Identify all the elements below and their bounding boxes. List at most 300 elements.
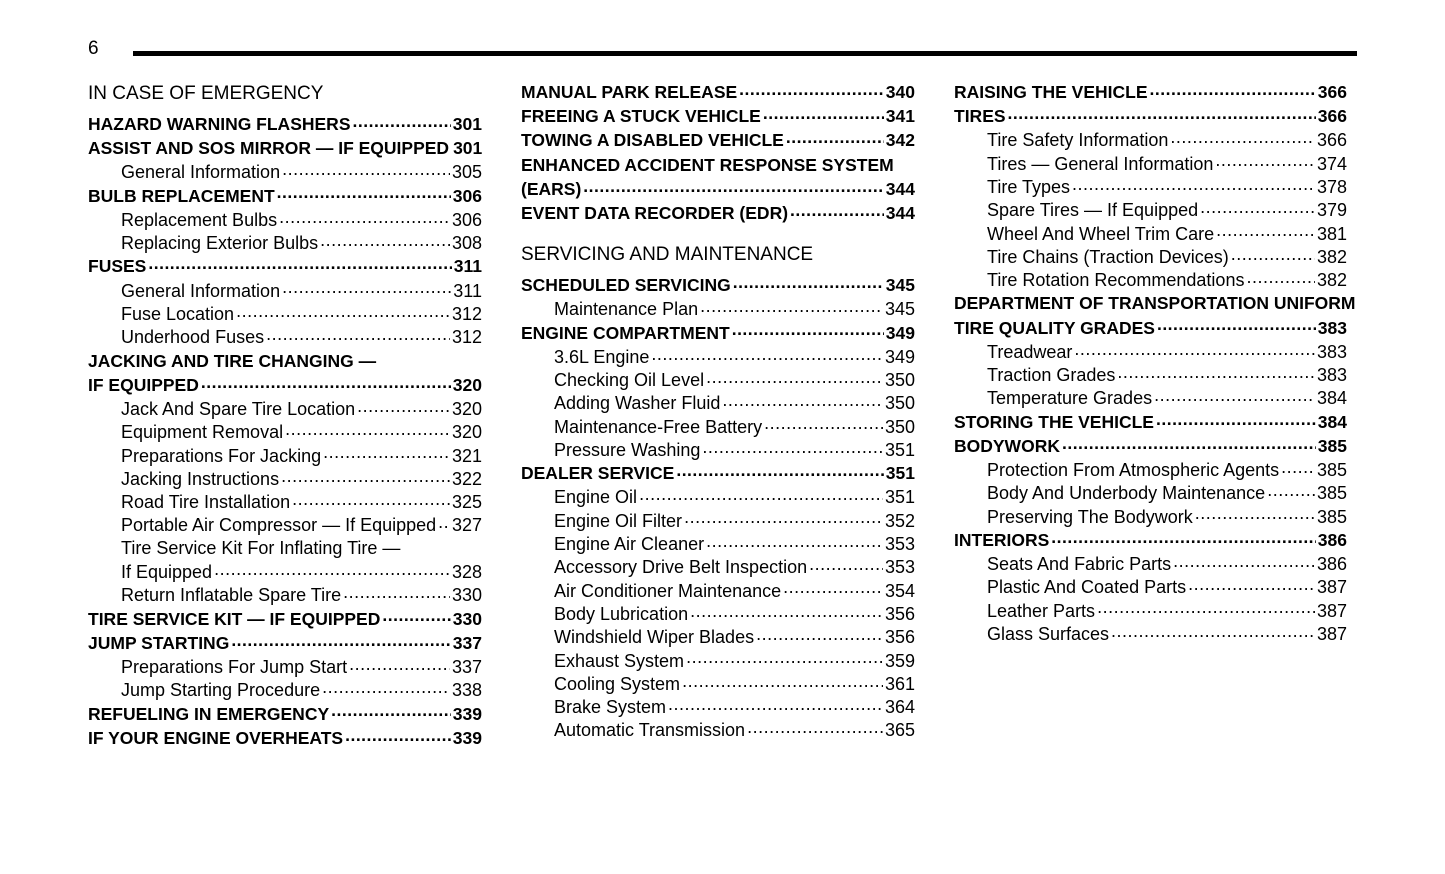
toc-entry-title: Road Tire Installation — [121, 492, 291, 513]
toc-entry-minor[interactable] — [954, 505, 1347, 528]
dot-leader — [1188, 575, 1315, 593]
toc-entry-page: 387 — [1316, 577, 1347, 598]
dot-leader — [639, 485, 883, 503]
toc-entry-page: 322 — [451, 468, 482, 489]
dot-leader — [706, 532, 883, 550]
toc-entry-title: Plastic And Coated Parts — [987, 577, 1187, 598]
toc-entry-page: 350 — [884, 393, 915, 414]
toc-entry-major[interactable] — [954, 104, 1347, 128]
toc-entry-minor[interactable] — [521, 602, 915, 625]
toc-entry-minor[interactable] — [954, 552, 1347, 575]
toc-entry-minor[interactable] — [521, 415, 915, 438]
toc-entry-minor[interactable] — [954, 481, 1347, 504]
toc-entry-page: 301 — [452, 114, 482, 134]
toc-entry-major[interactable] — [521, 104, 915, 128]
toc-entry-major[interactable] — [954, 316, 1347, 340]
toc-entry-page: 385 — [1317, 435, 1347, 456]
toc-entry-page: 349 — [885, 322, 915, 343]
toc-entries — [954, 80, 1356, 645]
toc-entry-major[interactable] — [521, 153, 915, 177]
toc-entry-minor[interactable] — [88, 513, 482, 536]
toc-entry-minor[interactable] — [521, 297, 915, 320]
toc-entry-page: 387 — [1316, 600, 1347, 621]
toc-entry-title: Return Inflatable Spare Tire — [121, 585, 342, 606]
toc-entry-major[interactable] — [88, 184, 482, 208]
toc-entry-minor[interactable] — [954, 152, 1347, 175]
toc-entry-page: 378 — [1316, 176, 1347, 197]
dot-leader — [266, 325, 450, 343]
toc-entry-minor[interactable] — [88, 208, 482, 231]
toc-entry-title: JUMP STARTING — [88, 632, 230, 653]
toc-entry-page: 330 — [452, 608, 482, 629]
toc-entry-major[interactable] — [88, 607, 482, 631]
toc-entry-minor[interactable] — [521, 368, 915, 391]
dot-leader — [201, 373, 451, 391]
toc-entry-page: 361 — [884, 673, 915, 694]
toc-entry-title: RAISING THE VEHICLE — [954, 82, 1148, 102]
toc-entry-page: 345 — [884, 299, 915, 320]
dot-leader — [357, 397, 450, 415]
toc-entry-title: IF YOUR ENGINE OVERHEATS — [88, 727, 344, 748]
toc-entry-minor[interactable] — [954, 128, 1347, 151]
toc-entry-major[interactable] — [88, 136, 482, 160]
toc-entry-title: Temperature Grades — [987, 388, 1153, 409]
toc-entry-title: Body And Underbody Maintenance — [987, 483, 1266, 504]
toc-entry-page: 366 — [1316, 130, 1347, 151]
toc-entry-title: Checking Oil Level — [554, 370, 705, 391]
dot-leader — [1157, 316, 1316, 334]
dot-leader — [214, 560, 450, 578]
toc-entry-minor[interactable] — [88, 397, 482, 420]
dot-leader — [651, 345, 883, 363]
dot-leader — [790, 201, 884, 219]
toc-entry-page: 340 — [885, 82, 915, 102]
toc-entry-minor[interactable] — [521, 345, 915, 368]
toc-entry-page: 342 — [885, 130, 915, 151]
toc-entry-page: 301 — [453, 138, 483, 159]
dot-leader — [345, 726, 451, 744]
toc-entry-minor[interactable] — [521, 625, 915, 648]
toc-entry-minor[interactable] — [88, 444, 482, 467]
toc-entry-page: 320 — [451, 422, 482, 443]
dot-leader — [1111, 622, 1315, 640]
toc-entry-major[interactable] — [954, 291, 1356, 315]
toc-entry-page: 351 — [884, 487, 915, 508]
dot-leader — [438, 513, 450, 531]
toc-entry-major[interactable] — [521, 201, 915, 225]
dot-leader — [282, 160, 450, 178]
toc-entry-minor[interactable] — [954, 575, 1347, 598]
toc-entry-page: 344 — [885, 202, 915, 223]
toc-entry-minor[interactable] — [521, 555, 915, 578]
toc-entry-page: 353 — [884, 557, 915, 578]
dot-leader — [686, 649, 883, 667]
toc-entry-title: Preserving The Bodywork — [987, 506, 1193, 527]
toc-entry-title: ENHANCED ACCIDENT RESPONSE SYSTEM — [521, 154, 894, 175]
toc-entry-major[interactable] — [521, 321, 915, 345]
toc-entry-title: Cooling System — [554, 673, 681, 694]
toc-entry-major[interactable] — [521, 128, 915, 152]
toc-entry-minor[interactable] — [88, 583, 482, 606]
toc-entry-minor[interactable] — [521, 391, 915, 414]
dot-leader — [1215, 152, 1315, 170]
toc-entry-page: 339 — [452, 727, 482, 748]
toc-entry-minor[interactable] — [521, 438, 915, 461]
toc-entry-title: Body Lubrication — [554, 603, 689, 624]
toc-entry-major[interactable] — [521, 177, 915, 201]
dot-leader — [1097, 599, 1315, 617]
toc-entry-page: 374 — [1316, 153, 1347, 174]
toc-entry-title: Portable Air Compressor — If Equipped — [121, 515, 437, 536]
dot-leader — [1173, 552, 1315, 570]
toc-entry-title: Tire Chains (Traction Devices) — [987, 246, 1229, 267]
dot-leader — [343, 583, 450, 601]
toc-entry-page: 311 — [453, 280, 482, 301]
toc-entry-page: 379 — [1316, 200, 1347, 221]
toc-entry-title: Traction Grades — [987, 365, 1116, 386]
toc-column-2 — [521, 80, 915, 742]
toc-entry-page: 306 — [451, 209, 482, 230]
toc-entry-page: 345 — [885, 275, 915, 296]
toc-entry-title: Engine Oil Filter — [554, 510, 683, 531]
dot-leader — [1231, 245, 1315, 263]
toc-entry-page: 352 — [884, 510, 915, 531]
toc-entry-minor[interactable] — [88, 678, 482, 701]
toc-entry-minor[interactable] — [954, 363, 1347, 386]
toc-entry-page: 353 — [884, 534, 915, 555]
toc-entry-title: TIRE QUALITY GRADES — [954, 317, 1155, 338]
toc-entry-page: 366 — [1317, 106, 1347, 127]
toc-entry-minor[interactable] — [954, 340, 1347, 363]
toc-entry-title: Maintenance Plan — [554, 299, 699, 320]
dot-leader — [1072, 175, 1315, 193]
toc-entry-page: 349 — [884, 346, 915, 367]
dot-leader — [148, 255, 451, 273]
toc-entry-page: 384 — [1317, 411, 1347, 432]
dot-leader — [747, 718, 883, 736]
toc-entry-page: 382 — [1316, 246, 1347, 267]
toc-entry-major[interactable] — [88, 112, 482, 136]
toc-entry-minor[interactable] — [521, 579, 915, 602]
toc-entry-title: DEALER SERVICE — [521, 463, 675, 484]
toc-entry-page: 356 — [884, 627, 915, 648]
toc-entry-major[interactable] — [521, 273, 915, 297]
toc-entry-title: Tire Types — [987, 176, 1071, 197]
toc-entry-title: Jacking Instructions — [121, 468, 280, 489]
dot-leader — [1051, 528, 1316, 546]
dot-leader — [764, 415, 883, 433]
toc-entry-title: Glass Surfaces — [987, 624, 1110, 645]
toc-entry-page: 330 — [451, 585, 482, 606]
dot-leader — [322, 678, 450, 696]
toc-entry-title: Jump Starting Procedure — [121, 680, 321, 701]
toc-entry-minor[interactable] — [521, 649, 915, 672]
toc-entry-major[interactable] — [88, 373, 482, 397]
dot-leader — [382, 607, 450, 625]
dot-leader — [282, 279, 451, 297]
toc-entry-page: 311 — [453, 256, 482, 277]
toc-entry-minor[interactable] — [954, 198, 1347, 221]
toc-entry-page: 328 — [451, 561, 482, 582]
toc-entry-major[interactable] — [954, 434, 1347, 458]
toc-entry-title: Preparations For Jump Start — [121, 656, 348, 677]
toc-entry-minor[interactable] — [88, 420, 482, 443]
toc-entry-title: Seats And Fabric Parts — [987, 554, 1172, 575]
toc-entry-title: Wheel And Wheel Trim Care — [987, 223, 1215, 244]
toc-entry-page: 386 — [1317, 529, 1347, 550]
dot-leader — [682, 672, 883, 690]
toc-entry-minor[interactable] — [521, 695, 915, 718]
toc-entry-major[interactable] — [88, 254, 482, 278]
toc-entry-title: Fuse Location — [121, 303, 235, 324]
dot-leader — [676, 462, 883, 480]
dot-leader — [353, 113, 451, 131]
dot-leader — [1154, 386, 1315, 404]
dot-leader — [320, 231, 450, 249]
toc-entry-title: Replacement Bulbs — [121, 209, 278, 230]
dot-leader — [700, 297, 883, 315]
toc-entry-title: Preparations For Jacking — [121, 445, 322, 466]
toc-entry-page: 341 — [885, 106, 915, 127]
toc-entry-minor[interactable] — [88, 490, 482, 513]
toc-entry-page: 351 — [884, 439, 915, 460]
dot-leader — [1156, 410, 1316, 428]
dot-leader — [690, 602, 883, 620]
dot-leader — [1195, 505, 1315, 523]
toc-entry-title: FREEING A STUCK VEHICLE — [521, 106, 761, 127]
dot-leader — [331, 702, 451, 720]
dot-leader — [702, 438, 883, 456]
toc-entry-title: Air Conditioner Maintenance — [554, 580, 782, 601]
toc-entry-page: 381 — [1316, 223, 1347, 244]
toc-entry-page: 385 — [1316, 483, 1347, 504]
toc-entry-major[interactable] — [88, 726, 482, 750]
dot-leader — [733, 274, 884, 292]
toc-entry-minor[interactable] — [88, 655, 482, 678]
toc-entry-minor[interactable] — [88, 325, 482, 348]
toc-entry-major[interactable] — [521, 80, 915, 104]
toc-entry-title: ASSIST AND SOS MIRROR — IF EQUIPPED — [88, 138, 450, 159]
toc-entry-title: Tires — General Information — [987, 153, 1214, 174]
toc-entry-title: Maintenance-Free Battery — [554, 416, 763, 437]
dot-leader — [583, 177, 884, 195]
dot-leader — [277, 184, 451, 202]
toc-entry-title: Replacing Exterior Bulbs — [121, 233, 319, 254]
toc-entry-minor[interactable] — [88, 231, 482, 254]
toc-entry-page: 365 — [884, 720, 915, 741]
toc-entry-title: Adding Washer Fluid — [554, 393, 721, 414]
toc-entry-minor[interactable] — [88, 560, 482, 583]
toc-entry-title: Pressure Washing — [554, 439, 701, 460]
toc-entry-major[interactable] — [521, 461, 915, 485]
toc-entry-page: 383 — [1316, 365, 1347, 386]
toc-entry-page: 308 — [451, 233, 482, 254]
dot-leader — [1150, 81, 1316, 99]
toc-entries — [521, 273, 915, 742]
dot-leader — [684, 509, 883, 527]
toc-entry-minor[interactable] — [88, 160, 482, 183]
toc-entry-title: Equipment Removal — [121, 422, 284, 443]
dot-leader — [722, 391, 883, 409]
dot-leader — [231, 631, 450, 649]
dot-leader — [706, 368, 883, 386]
toc-entry-title: EVENT DATA RECORDER (EDR) — [521, 202, 789, 223]
header-rule — [133, 51, 1357, 56]
toc-entry-title: STORING THE VEHICLE — [954, 411, 1154, 432]
dot-leader — [668, 695, 883, 713]
toc-entry-title: HAZARD WARNING FLASHERS — [88, 114, 351, 134]
dot-leader — [1246, 268, 1315, 286]
section-heading: SERVICING AND MAINTENANCE — [521, 244, 814, 266]
toc-entry-title: Treadwear — [987, 341, 1073, 362]
toc-entry-page: 338 — [451, 680, 482, 701]
dot-leader — [1200, 198, 1315, 216]
dot-leader — [349, 655, 450, 673]
toc-entry-major[interactable] — [954, 528, 1347, 552]
toc-entry-minor[interactable] — [521, 672, 915, 695]
toc-entry-title: 3.6L Engine — [554, 346, 650, 367]
toc-entry-page: 327 — [451, 515, 482, 536]
toc-entry-title: Tire Service Kit For Inflating Tire — — [121, 537, 401, 558]
dot-leader — [786, 129, 884, 147]
dot-leader — [783, 579, 883, 597]
toc-column-3 — [954, 80, 1356, 645]
dot-leader — [1117, 363, 1315, 381]
toc-entry-page: 385 — [1316, 460, 1347, 481]
toc-entry-minor[interactable] — [521, 509, 915, 532]
toc-entry-page: 337 — [452, 632, 482, 653]
toc-entry-page: 383 — [1316, 341, 1347, 362]
dot-leader — [1267, 481, 1315, 499]
toc-entries — [88, 112, 482, 750]
toc-entry-title: (EARS) — [521, 178, 582, 199]
toc-entry-minor[interactable] — [88, 302, 482, 325]
toc-entry-minor[interactable] — [88, 467, 482, 490]
toc-entry-title: Engine Air Cleaner — [554, 534, 705, 555]
toc-entry-page: 387 — [1316, 624, 1347, 645]
toc-entry-page: 354 — [884, 580, 915, 601]
toc-entry-page: 321 — [451, 445, 482, 466]
toc-entry-title: TIRE SERVICE KIT — IF EQUIPPED — [88, 608, 381, 629]
toc-entry-minor[interactable] — [521, 485, 915, 508]
toc-entry-minor[interactable] — [521, 532, 915, 555]
toc-entry-title: General Information — [121, 280, 281, 301]
toc-entry-title: Automatic Transmission — [554, 720, 746, 741]
toc-entry-title: SCHEDULED SERVICING — [521, 275, 731, 296]
toc-entry-title: General Information — [121, 162, 281, 183]
toc-entry-title: ENGINE COMPARTMENT — [521, 322, 730, 343]
dot-leader — [1008, 105, 1316, 123]
toc-entry-minor[interactable] — [954, 268, 1347, 291]
dot-leader — [323, 444, 450, 462]
toc-entry-page: 359 — [884, 650, 915, 671]
dot-leader — [292, 490, 450, 508]
toc-entry-minor[interactable] — [954, 622, 1347, 645]
dot-leader — [756, 625, 883, 643]
toc-entry-minor[interactable] — [954, 458, 1347, 481]
toc-entry-page: 305 — [451, 162, 482, 183]
toc-entry-page: 312 — [451, 303, 482, 324]
toc-entry-page: 350 — [884, 416, 915, 437]
toc-entry-page: 350 — [884, 370, 915, 391]
toc-entry-major[interactable] — [88, 631, 482, 655]
toc-entry-minor[interactable] — [954, 386, 1347, 409]
toc-entry-minor[interactable] — [954, 599, 1347, 622]
toc-entry-major[interactable] — [88, 702, 482, 726]
toc-entry-page: 383 — [1317, 317, 1347, 338]
toc-entry-minor[interactable] — [521, 718, 915, 741]
toc-entry-title: INTERIORS — [954, 529, 1050, 550]
toc-entry-title: Windshield Wiper Blades — [554, 627, 755, 648]
dot-leader — [1062, 434, 1316, 452]
section-heading: IN CASE OF EMERGENCY — [88, 83, 324, 104]
toc-entry-title: FUSES — [88, 256, 147, 277]
dot-leader — [809, 555, 883, 573]
toc-entry-title: Tire Safety Information — [987, 130, 1169, 151]
toc-entry-page: 344 — [885, 178, 915, 199]
dot-leader — [739, 81, 884, 99]
toc-entry-page: 382 — [1316, 270, 1347, 291]
toc-entry-page: 366 — [1317, 82, 1347, 102]
toc-entry-title: Exhaust System — [554, 650, 685, 671]
toc-entry-title: Underhood Fuses — [121, 327, 265, 348]
toc-entry-title: BODYWORK — [954, 435, 1060, 456]
dot-leader — [1216, 222, 1315, 240]
dot-leader — [732, 321, 884, 339]
dot-leader — [1281, 458, 1315, 476]
toc-entry-page: 385 — [1316, 506, 1347, 527]
toc-entry-title: BULB REPLACEMENT — [88, 185, 275, 206]
toc-entry-title: DEPARTMENT OF TRANSPORTATION UNIFORM — [954, 293, 1356, 314]
toc-entry-page: 306 — [452, 185, 482, 206]
toc-entry-minor[interactable] — [954, 222, 1347, 245]
toc-entry-page: 384 — [1316, 388, 1347, 409]
toc-entry-title: Engine Oil — [554, 487, 638, 508]
toc-entry-page: 325 — [451, 492, 482, 513]
toc-entry-page: 356 — [884, 603, 915, 624]
toc-entry-title: REFUELING IN EMERGENCY — [88, 703, 330, 724]
toc-entry-minor[interactable] — [954, 175, 1347, 198]
toc-entry-title: Jack And Spare Tire Location — [121, 398, 356, 419]
dot-leader — [285, 420, 450, 438]
toc-entry-title: Protection From Atmospheric Agents — [987, 460, 1280, 481]
toc-entry-minor[interactable] — [88, 279, 482, 302]
toc-entry-page: 351 — [885, 463, 915, 484]
toc-entry-page: 312 — [451, 327, 482, 348]
toc-entry-major[interactable] — [88, 349, 482, 373]
dot-leader — [279, 208, 450, 226]
toc-entry-page: 320 — [452, 374, 482, 395]
toc-entry-minor[interactable] — [88, 537, 482, 560]
toc-entries — [521, 80, 915, 225]
toc-entry-minor[interactable] — [954, 245, 1347, 268]
toc-entry-major[interactable] — [954, 410, 1347, 434]
dot-leader — [281, 467, 450, 485]
toc-entry-major[interactable] — [954, 80, 1347, 104]
dot-leader — [1074, 340, 1315, 358]
toc-entry-title: Accessory Drive Belt Inspection — [554, 557, 808, 578]
toc-entry-page: 320 — [451, 398, 482, 419]
toc-entry-page: 337 — [451, 656, 482, 677]
page-number: 6 — [88, 38, 99, 59]
toc-entry-page: 364 — [884, 697, 915, 718]
toc-entry-title: If Equipped — [121, 561, 213, 582]
dot-leader — [1170, 128, 1315, 146]
toc-entry-title: TIRES — [954, 106, 1006, 127]
toc-entry-title: MANUAL PARK RELEASE — [521, 82, 738, 102]
toc-entry-page: 386 — [1316, 554, 1347, 575]
toc-entry-title: Spare Tires — If Equipped — [987, 200, 1199, 221]
